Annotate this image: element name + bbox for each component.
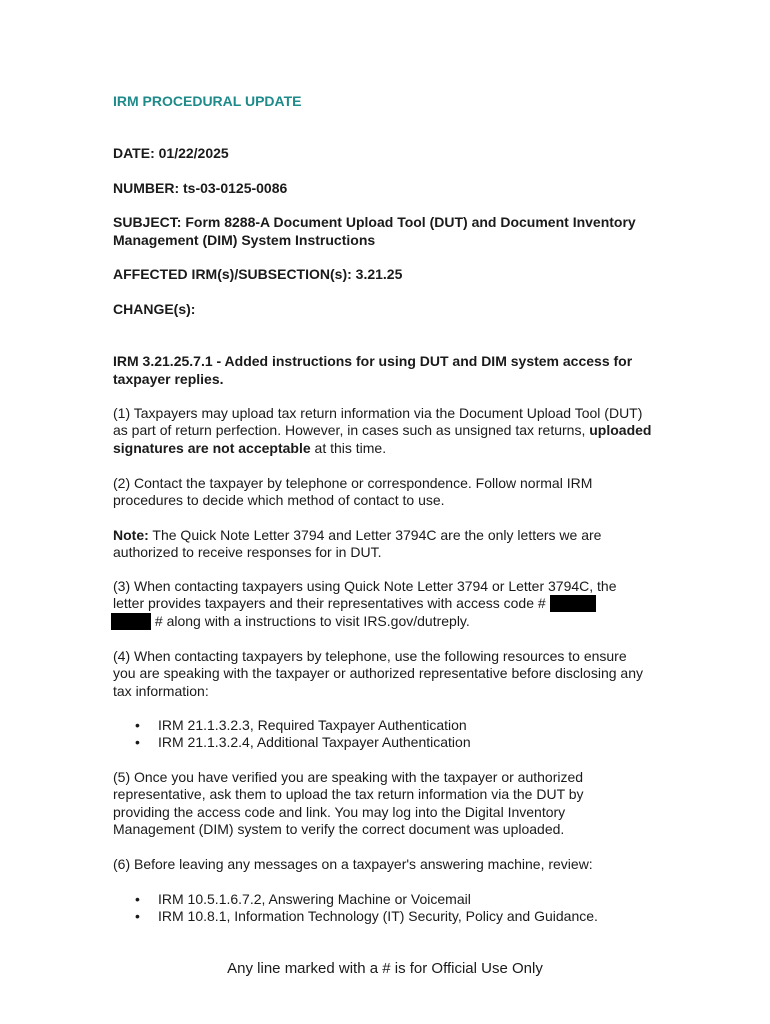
official-use-footer: Any line marked with a # is for Official Use Only bbox=[227, 960, 543, 977]
paragraph-2: (2) Contact the taxpayer by telephone or correspondence. Follow normal IRM procedures to decide which method of contact to use. bbox=[113, 475, 593, 509]
redaction-box-1 bbox=[550, 595, 596, 612]
number-line: NUMBER: ts-03-0125-0086 bbox=[113, 180, 288, 196]
authentication-bullet-list bbox=[113, 717, 471, 752]
changes-label: CHANGE(s): bbox=[113, 301, 196, 317]
list-item-text: IRM 10.8.1, Information Technology (IT) Security, Policy and Guidance. bbox=[158, 908, 598, 925]
bullet-icon: • bbox=[135, 734, 140, 751]
paragraph-3-line-1: (3) When contacting taxpayers using Quick Note Letter 3794 or Letter 3794C, the bbox=[113, 578, 617, 594]
list-item-text: IRM 10.5.1.6.7.2, Answering Machine or Voicemail bbox=[158, 891, 471, 907]
list-item-text: IRM 21.1.3.2.4, Additional Taxpayer Authentication bbox=[158, 734, 471, 751]
irm-section-heading: IRM 3.21.25.7.1 - Added instructions for using DUT and DIM system access for taxpayer replies. bbox=[113, 353, 633, 387]
paragraph-3 bbox=[113, 578, 673, 630]
list-item bbox=[113, 891, 598, 908]
paragraph-1-emphasis: uploaded signatures are not acceptable bbox=[113, 422, 652, 456]
date-line: DATE: 01/22/2025 bbox=[113, 145, 229, 161]
affected-irm-line: AFFECTED IRM(s)/SUBSECTION(s): 3.21.25 bbox=[113, 266, 403, 282]
bullet-icon: • bbox=[135, 891, 140, 907]
paragraph-3-line-2 bbox=[113, 595, 673, 612]
subject-line: SUBJECT: Form 8288-A Document Upload Tool (DUT) and Document Inventory Management (DIM) System Instructions bbox=[113, 214, 636, 248]
list-item-text: IRM 21.1.3.2.3, Required Taxpayer Authentication bbox=[158, 717, 467, 733]
list-item bbox=[113, 717, 471, 734]
list-item bbox=[113, 908, 598, 925]
paragraph-3-line-2-text: letter provides taxpayers and their representatives with access code # bbox=[113, 595, 550, 612]
note-label: Note: bbox=[113, 527, 149, 543]
note-text: The Quick Note Letter 3794 and Letter 3794C are the only letters we are authorized to receive responses for in DUT. bbox=[113, 527, 602, 561]
paragraph-4: (4) When contacting taxpayers by telephone, use the following resources to ensure you are speaking with the taxpayer or authorized representative before disclosing any tax information: bbox=[113, 648, 643, 699]
paragraph-1-text: (1) Taxpayers may upload tax return information via the Document Upload Tool (DUT) as part of return perfection. However, in cases such as unsigned tax returns, bbox=[113, 405, 643, 439]
redaction-box-2 bbox=[111, 613, 151, 630]
paragraph-1-end: at this time. bbox=[310, 439, 387, 456]
paragraph-3-line-3-text: # along with a instructions to visit IRS.gov/dutreply. bbox=[151, 612, 470, 629]
list-item bbox=[113, 734, 471, 751]
voicemail-bullet-list bbox=[113, 891, 598, 926]
paragraph-3-line-3 bbox=[111, 613, 673, 630]
document-title: IRM PROCEDURAL UPDATE bbox=[113, 93, 302, 109]
note-paragraph bbox=[113, 527, 658, 562]
paragraph-6: (6) Before leaving any messages on a taxpayer's answering machine, review: bbox=[113, 856, 593, 872]
bullet-icon: • bbox=[135, 908, 140, 925]
paragraph-1 bbox=[113, 405, 658, 457]
paragraph-5: (5) Once you have verified you are speaking with the taxpayer or authorized representative, ask them to upload the tax return information via the DUT by providing the access code and link. You may log into the Digital Inventory Management (DIM) system to verify the correct document was uploaded. bbox=[113, 769, 584, 837]
bullet-icon: • bbox=[135, 717, 140, 733]
